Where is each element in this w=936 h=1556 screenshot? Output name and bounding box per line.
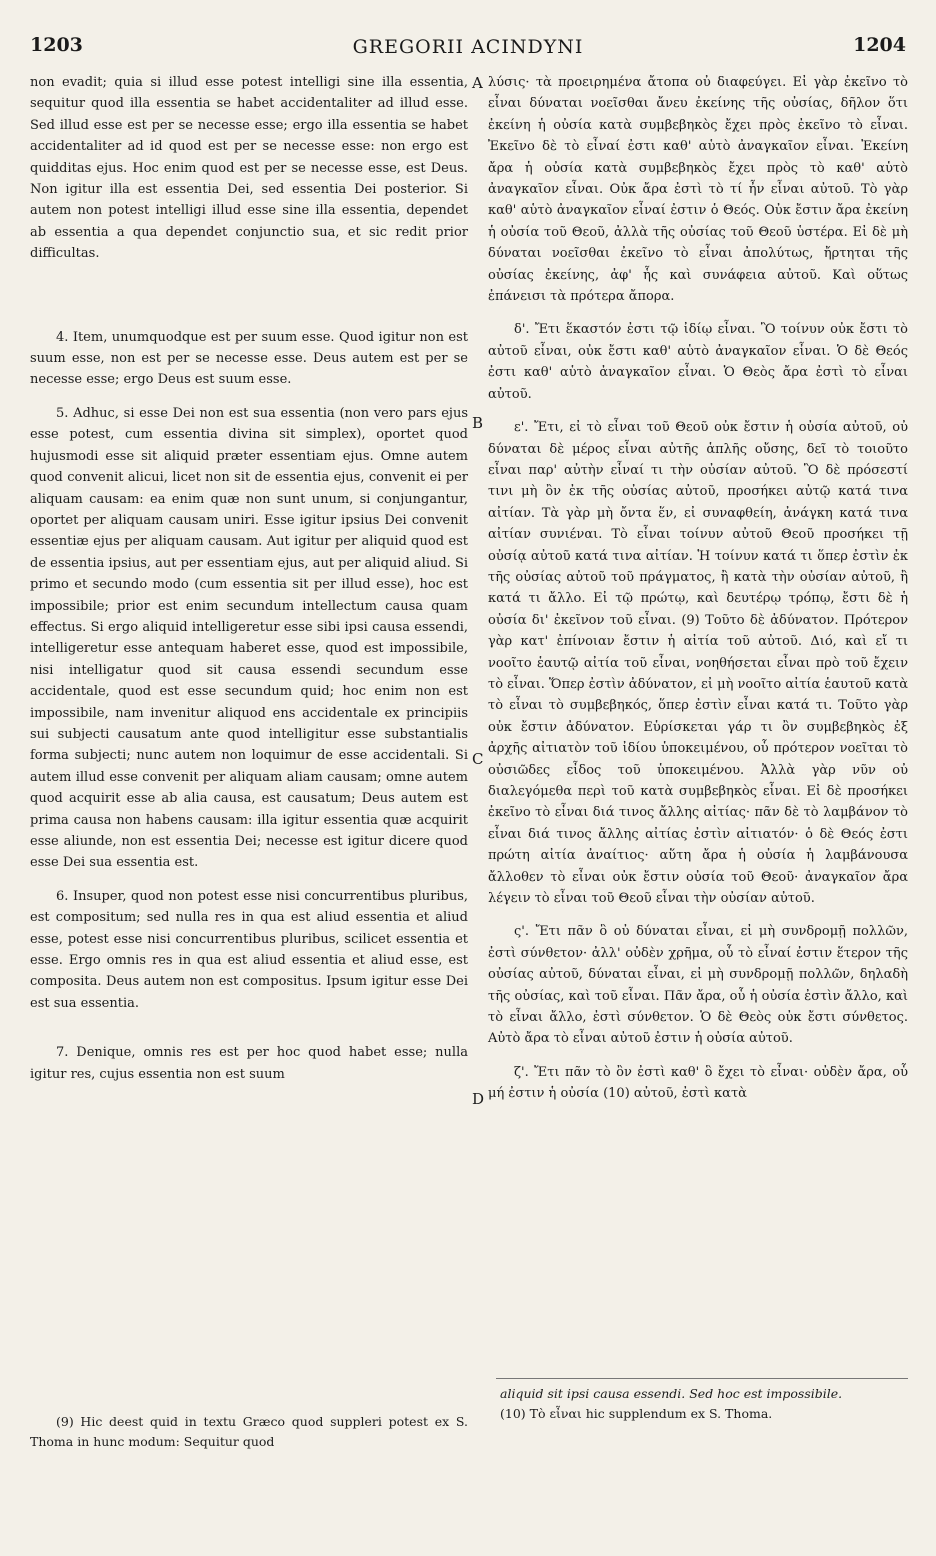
footnote-10	[500, 1384, 908, 1424]
page-number-right: 1204	[853, 34, 906, 56]
margin-letter-c: C	[472, 750, 484, 768]
latin-paragraph: 7. Denique, omnis res est per hoc quod habet esse; nulla igitur res, cujus essentia non est suum	[30, 1045, 468, 1082]
greek-paragraph: λύσις· τὰ προειρημένα ἄτοπα οὐ διαφεύγει. Εἰ γὰρ ἐκεῖνο τὸ εἶναι δύναται νοεῖσθαι ἄνευ ἐκείνης τῆς οὐσίας, δῆλον ὅτι ἐκείνη ἡ οὐσία κατὰ συμβεβηκὸς ἔχει πρὸς ἐκεῖνο τὸ εἶναι. Ἐκεῖνο δὲ τὸ εἶναί ἐστι καθ' αὑτὸ ἀναγκαῖον εἶναι. Ἐκείνη ἄρα ἡ οὐσία κατὰ συμβεβηκὸς ἔχει πρὸς τὸ καθ' αὑτὸ ἀναγκαῖον εἶναι. Οὐκ ἄρα ἐστὶ τὸ τί ἦν εἶναι αὐτοῦ. Τὸ γὰρ καθ' αὑτὸ ἀναγκαῖον εἶναί ἐστιν ὁ Θεός. Οὐκ ἔστιν ἄρα ἐκείνη ἡ οὐσία τοῦ Θεοῦ, ἀλλὰ τῆς οὐσίας τοῦ Θεοῦ ὑστέρα. Εἰ δὲ μὴ δύναται νοεῖσθαι ἐκεῖνο τὸ εἶναι ἀπολύτως, ἤρτηται τῆς οὐσίας ἐκείνης, ἀφ' ἧς καὶ συνάφεια αὐτοῦ. Καὶ οὕτως ἐπάνεισι τὰ πρότερα ἄπορα.	[488, 75, 908, 305]
greek-paragraph: ε'. Ἔτι, εἰ τὸ εἶναι τοῦ Θεοῦ οὐκ ἔστιν ἡ οὐσία αὐτοῦ, οὐ δύναται δὲ μέρος εἶναι αὐτῆς ἁπλῆς οὔσης, δεῖ τὸ τοιοῦτο εἶναι παρ' αὐτὴν εἶναί τι τὴν οὐσίαν αὐτοῦ. Ὃ δὲ πρόσεστί τινι μὴ ὂν ἐκ τῆς οὐσίας αὐτοῦ, προσήκει αὐτῷ κατά τινα αἰτίαν. Τὰ γὰρ μὴ ὄντα ἕν, εἰ συναφθείη, ἀνάγκη κατά τινα αἰτίαν συνιέναι. Τὸ εἶναι τοίνυν αὐτοῦ Θεοῦ προσήκει τῇ οὐσίᾳ αὐτοῦ κατά τινα αἰτίαν. Ἡ τοίνυν κατά τι ὅπερ ἐστὶν ἐκ τῆς οὐσίας αὐτοῦ τοῦ πράγματος, ἢ κατὰ τὴν οὐσίαν αὐτοῦ, ἢ κατά τι ἄλλο. Εἰ τῷ πρώτῳ, καὶ δευτέρῳ τρόπῳ, ἔστι δὲ ἡ οὐσία δι' ἐκεῖνον τοῦ εἶναι. (9) Τοῦτο δὲ ἀδύνατον. Πρότερον γὰρ κατ' ἐπίνοιαν ἔστιν ἡ αἰτία τοῦ αὐτοῦ. Διό, καὶ εἴ τι νοοῖτο ἑαυτῷ αἰτία τοῦ εἶναι, νοηθήσεται εἶναι πρὸ τοῦ ἔχειν τὸ εἶναι. Ὅπερ ἐστὶν ἀδύνατον, εἰ μὴ νοοῖτο αἰτία ἑαυτοῦ κατὰ τὸ εἶναι τὸ συμβεβηκός, ὅπερ ἐστὶν εἶναι κατά τι. Τοῦτο γὰρ οὐκ ἔστιν ἀδύνατον. Εὑρίσκεται γάρ τι ὂν συμβεβηκὸς ἐξ ἀρχῆς αἰτιατὸν τοῦ ἰδίου ὑποκειμένου, οὗ πρότερον νοεῖται τὸ οὐσιῶδες εἶδος τοῦ ὑποκειμένου. Ἀλλὰ γὰρ νῦν οὐ διαλεγόμεθα περὶ τοῦ κατὰ συμβεβηκὸς εἶναι. Εἰ δὲ προσήκει ἐκεῖνο τὸ εἶναι διά τινος ἄλλης αἰτίας· πᾶν δὲ τὸ λαμβάνον τὸ εἶναι διά τινος ἄλλης αἰτίας ἐστὶν αἰτιατόν· ὁ δὲ Θεός ἐστι πρώτη αἰτία ἀναίτιος· αὕτη ἄρα ἡ οὐσία ἡ λαμβάνουσα ἄλλοθεν τὸ εἶναι οὐκ ἔστιν οὐσία τοῦ Θεοῦ· ἀναγκαῖον ἄρα λέγειν τὸ εἶναι τοῦ Θεοῦ εἶναι τὴν οὐσίαν αὐτοῦ.	[488, 420, 908, 907]
latin-paragraph: 4. Item, unumquodque est per suum esse. Quod igitur non est suum esse, non est per se necesse esse. Deus autem est per se necesse esse; ergo Deus est suum esse.	[30, 329, 468, 388]
page-header	[30, 34, 906, 64]
latin-column	[30, 72, 468, 1085]
footnote-text: (9) Hic deest quid in textu Græco quod suppleri potest ex S. Thoma in hunc modum: Sequitur quod	[30, 1414, 468, 1449]
page-number-left: 1203	[30, 34, 83, 56]
footnote-text: (10) Τὸ εἶναι hic supplendum ex S. Thoma.	[500, 1406, 773, 1421]
latin-paragraph: non evadit; quia si illud esse potest intelligi sine illa essentia, sequitur quod illa essentia se habet accidentaliter ad illud esse. Sed illud esse est per se necesse esse; ergo illa essentia se habet accidentaliter ad id quod est per se necesse esse: non ergo est quidditas ejus. Hoc enim quod est per se necesse esse, est Deus. Non igitur illa est essentia Dei, sed essentia Dei posterior. Si autem non potest intelligi illud esse sine illa essentia, dependet ab essentia a qua dependet conjunctio sua, et sic redit prior difficultas.	[30, 75, 468, 262]
greek-paragraph: ς'. Ἔτι πᾶν ὃ οὐ δύναται εἶναι, εἰ μὴ συνδρομῇ πολλῶν, ἐστὶ σύνθετον· ἀλλ' οὐδὲν χρῆμα, οὗ τὸ εἶναί ἐστιν ἕτερον τῆς οὐσίας αὐτοῦ, δύναται εἶναι, εἰ μὴ συνδρομῇ πολλῶν, δηλαδὴ τῆς οὐσίας, καὶ τοῦ εἶναι. Πᾶν ἄρα, οὗ ἡ οὐσία ἐστὶν ἄλλο, καὶ τὸ εἶναι ἄλλο, ἐστὶ σύνθετον. Ὁ δὲ Θεὸς οὐκ ἔστι σύνθετος. Αὐτὸ ἄρα τὸ εἶναι αὐτοῦ ἐστιν ἡ οὐσία αὐτοῦ.	[488, 924, 908, 1047]
footnote-continuation: aliquid sit ipsi causa essendi. Sed hoc est impossibile.	[500, 1386, 843, 1401]
margin-letter-b: B	[472, 414, 484, 432]
greek-column	[488, 72, 908, 1105]
greek-paragraph: ζ'. Ἔτι πᾶν τὸ ὂν ἐστὶ καθ' ὃ ἔχει τὸ εἶναι· οὐδὲν ἄρα, οὗ μή ἐστιν ἡ οὐσία (10) αὐτοῦ, ἐστὶ κατὰ	[488, 1064, 908, 1102]
latin-paragraph: 6. Insuper, quod non potest esse nisi concurrentibus pluribus, est compositum; sed nulla res in qua est aliud essentia et aliud esse, potest esse nisi concurrentibus pluribus, scilicet essentia et esse. Ergo omnis res in qua est aliud essentia et aliud esse, est composita. Deus autem non est compositus. Ipsum igitur esse Dei est sua essentia.	[30, 888, 468, 1011]
footnote-9	[30, 1412, 468, 1452]
margin-letter-a: A	[472, 74, 483, 92]
running-title: GREGORII ACINDYNI	[352, 36, 584, 58]
margin-letter-d: D	[472, 1090, 485, 1108]
latin-paragraph: 5. Adhuc, si esse Dei non est sua essentia (non vero pars ejus esse potest, cum essentia divina sit simplex), oportet quod hujusmodi esse sit aliquid præter essentiam ejus. Omne autem quod convenit alicui, licet non sit de essentia ejus, convenit ei per aliquam causam: ea enim quæ non sunt unum, si conjungantur, oportet per aliquam causam uniri. Esse igitur ipsius Dei convenit essentiæ ejus per aliquam causam. Aut igitur per aliquid quod est de essentia ipsius, aut per essentiam ejus, aut per aliquid aliud. Si primo et secundo modo (cum essentia sit per illud esse), hoc est impossibile; prior est enim secundum intellectum causa quam effectus. Si ergo aliquid intelligeretur esse sibi ipsi causa essendi, intelligeretur esse antequam haberet esse, quod est impossibile, nisi intelligatur quod sit causa essendi secundum esse accidentale, quod est esse secundum quid; hoc enim non est impossibile, nam invenitur aliquod ens accidentale ex principiis sui subjecti causatum ante quod intelligitur esse substantialis forma subjecti; nunc autem non loquimur de esse accidentali. Si autem illud esse convenit per aliquam aliam causam; omne autem quod acquirit esse ab alia causa, est causatum; Deus autem est prima causa non habens causam: illa igitur essentia quæ acquirit esse aliunde, non est essentia Dei; necesse est igitur dicere quod esse Dei sua essentia est.	[30, 405, 469, 871]
greek-paragraph: δ'. Ἔτι ἕκαστόν ἐστι τῷ ἰδίῳ εἶναι. Ὃ τοίνυν οὐκ ἔστι τὸ αὐτοῦ εἶναι, οὐκ ἔστι καθ' αὑτὸ ἀναγκαῖον εἶναι. Ὁ δὲ Θεός ἐστι καθ' αὑτὸ ἀναγκαῖον εἶναι. Ὁ Θεὸς ἄρα ἐστὶ τὸ εἶναι αὐτοῦ.	[488, 322, 908, 402]
footnote-divider	[496, 1378, 908, 1379]
